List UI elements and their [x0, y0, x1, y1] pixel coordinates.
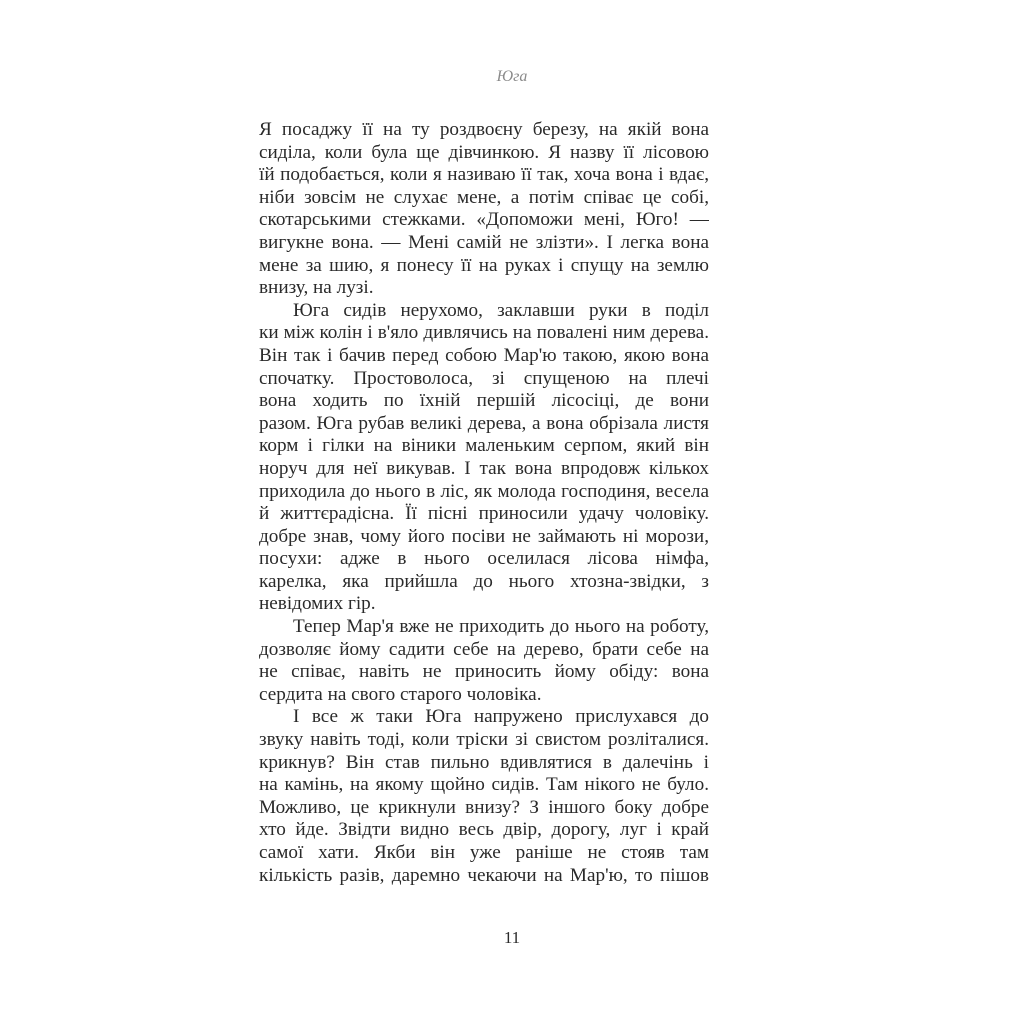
text-line: норуч для неї викував. І так вона впродовж кількох	[259, 457, 709, 479]
text-line: приходила до нього в ліс, як молода господиня, весела	[259, 480, 709, 502]
text-line: вигукне вона. — Мені самій не злізти». І легка вона	[259, 231, 709, 253]
text-line: спочатку. Простоволоса, зі спущеною на плечі	[259, 367, 709, 389]
text-line: мене за шию, я понесу її на руках і спущу на землю	[259, 254, 709, 276]
text-line: ніби зовсім не слухає мене, а потім співає це собі,	[259, 186, 709, 208]
text-line: разом. Юга рубав великі дерева, а вона обрізала листя	[259, 412, 709, 434]
text-line: сердита на свого старого чоловіка.	[259, 683, 542, 705]
text-line: Можливо, це крикнули внизу? З іншого боку добре	[259, 796, 709, 818]
text-line: посухи: адже в нього оселилася лісова німфа,	[259, 548, 709, 570]
text-line: Він так і бачив перед собою Мар'ю такою, якою вона	[259, 344, 709, 366]
paragraph	[259, 616, 709, 706]
text-line: крикнув? Він став пильно вдивлятися в далечінь і	[259, 751, 709, 773]
text-line: корм і гілки на віники маленьким серпом, який він	[259, 435, 709, 457]
body-text	[259, 119, 709, 887]
text-line: їй подобається, коли я називаю її так, хоча вона і вдає,	[259, 164, 709, 186]
text-line: невідомих гір.	[259, 593, 376, 615]
text-line: внизу, на лузі.	[259, 277, 374, 299]
text-line: Юга сидів нерухомо, заклавши руки в поділ	[293, 299, 709, 321]
paragraph	[259, 706, 709, 887]
paragraph	[259, 300, 709, 616]
paragraph	[259, 119, 709, 300]
text-line: кількість разів, даремно чекаючи на Мар'ю, то пішов	[259, 864, 709, 886]
text-line: хто йде. Звідти видно весь двір, дорогу, луг і край	[259, 819, 709, 841]
text-line: звуку навіть тоді, коли тріски зі свистом розліталися.	[259, 729, 709, 751]
text-line: й життєрадісна. Її пісні приносили удачу чоловіку.	[259, 503, 709, 525]
text-line: добре знав, чому його посіви не займають ні морози,	[259, 525, 709, 547]
text-line: вона ходить по їхній першій лісосіці, де вони	[259, 390, 709, 412]
text-line: на камінь, на якому щойно сидів. Там нікого не було.	[259, 774, 709, 796]
text-line: скотарськими стежками. «Допоможи мені, Юго! —	[259, 209, 709, 231]
text-line: самої хати. Якби він уже раніше не стояв там	[259, 842, 709, 863]
text-line: Тепер Мар'я вже не приходить до нього на роботу,	[293, 616, 709, 638]
text-line: карелка, яка прийшла до нього хтозна-звідки, з	[259, 570, 709, 592]
text-line: ки між колін і в'яло дивлячись на повалені ним дерева.	[259, 322, 709, 344]
text-line: дозволяє йому садити себе на дерево, брати себе на	[259, 638, 709, 660]
running-head: Юга	[496, 68, 528, 85]
text-line: сиділа, коли була ще дівчинкою. Я назву її лісовою	[259, 141, 709, 163]
page-number: 11	[503, 928, 521, 947]
text-line: Я посаджу її на ту роздвоєну березу, на якій вона	[259, 119, 709, 140]
text-line: не співає, навіть не приносить йому обіду: вона	[259, 661, 709, 683]
text-line: І все ж таки Юга напружено прислухався до	[293, 706, 709, 728]
